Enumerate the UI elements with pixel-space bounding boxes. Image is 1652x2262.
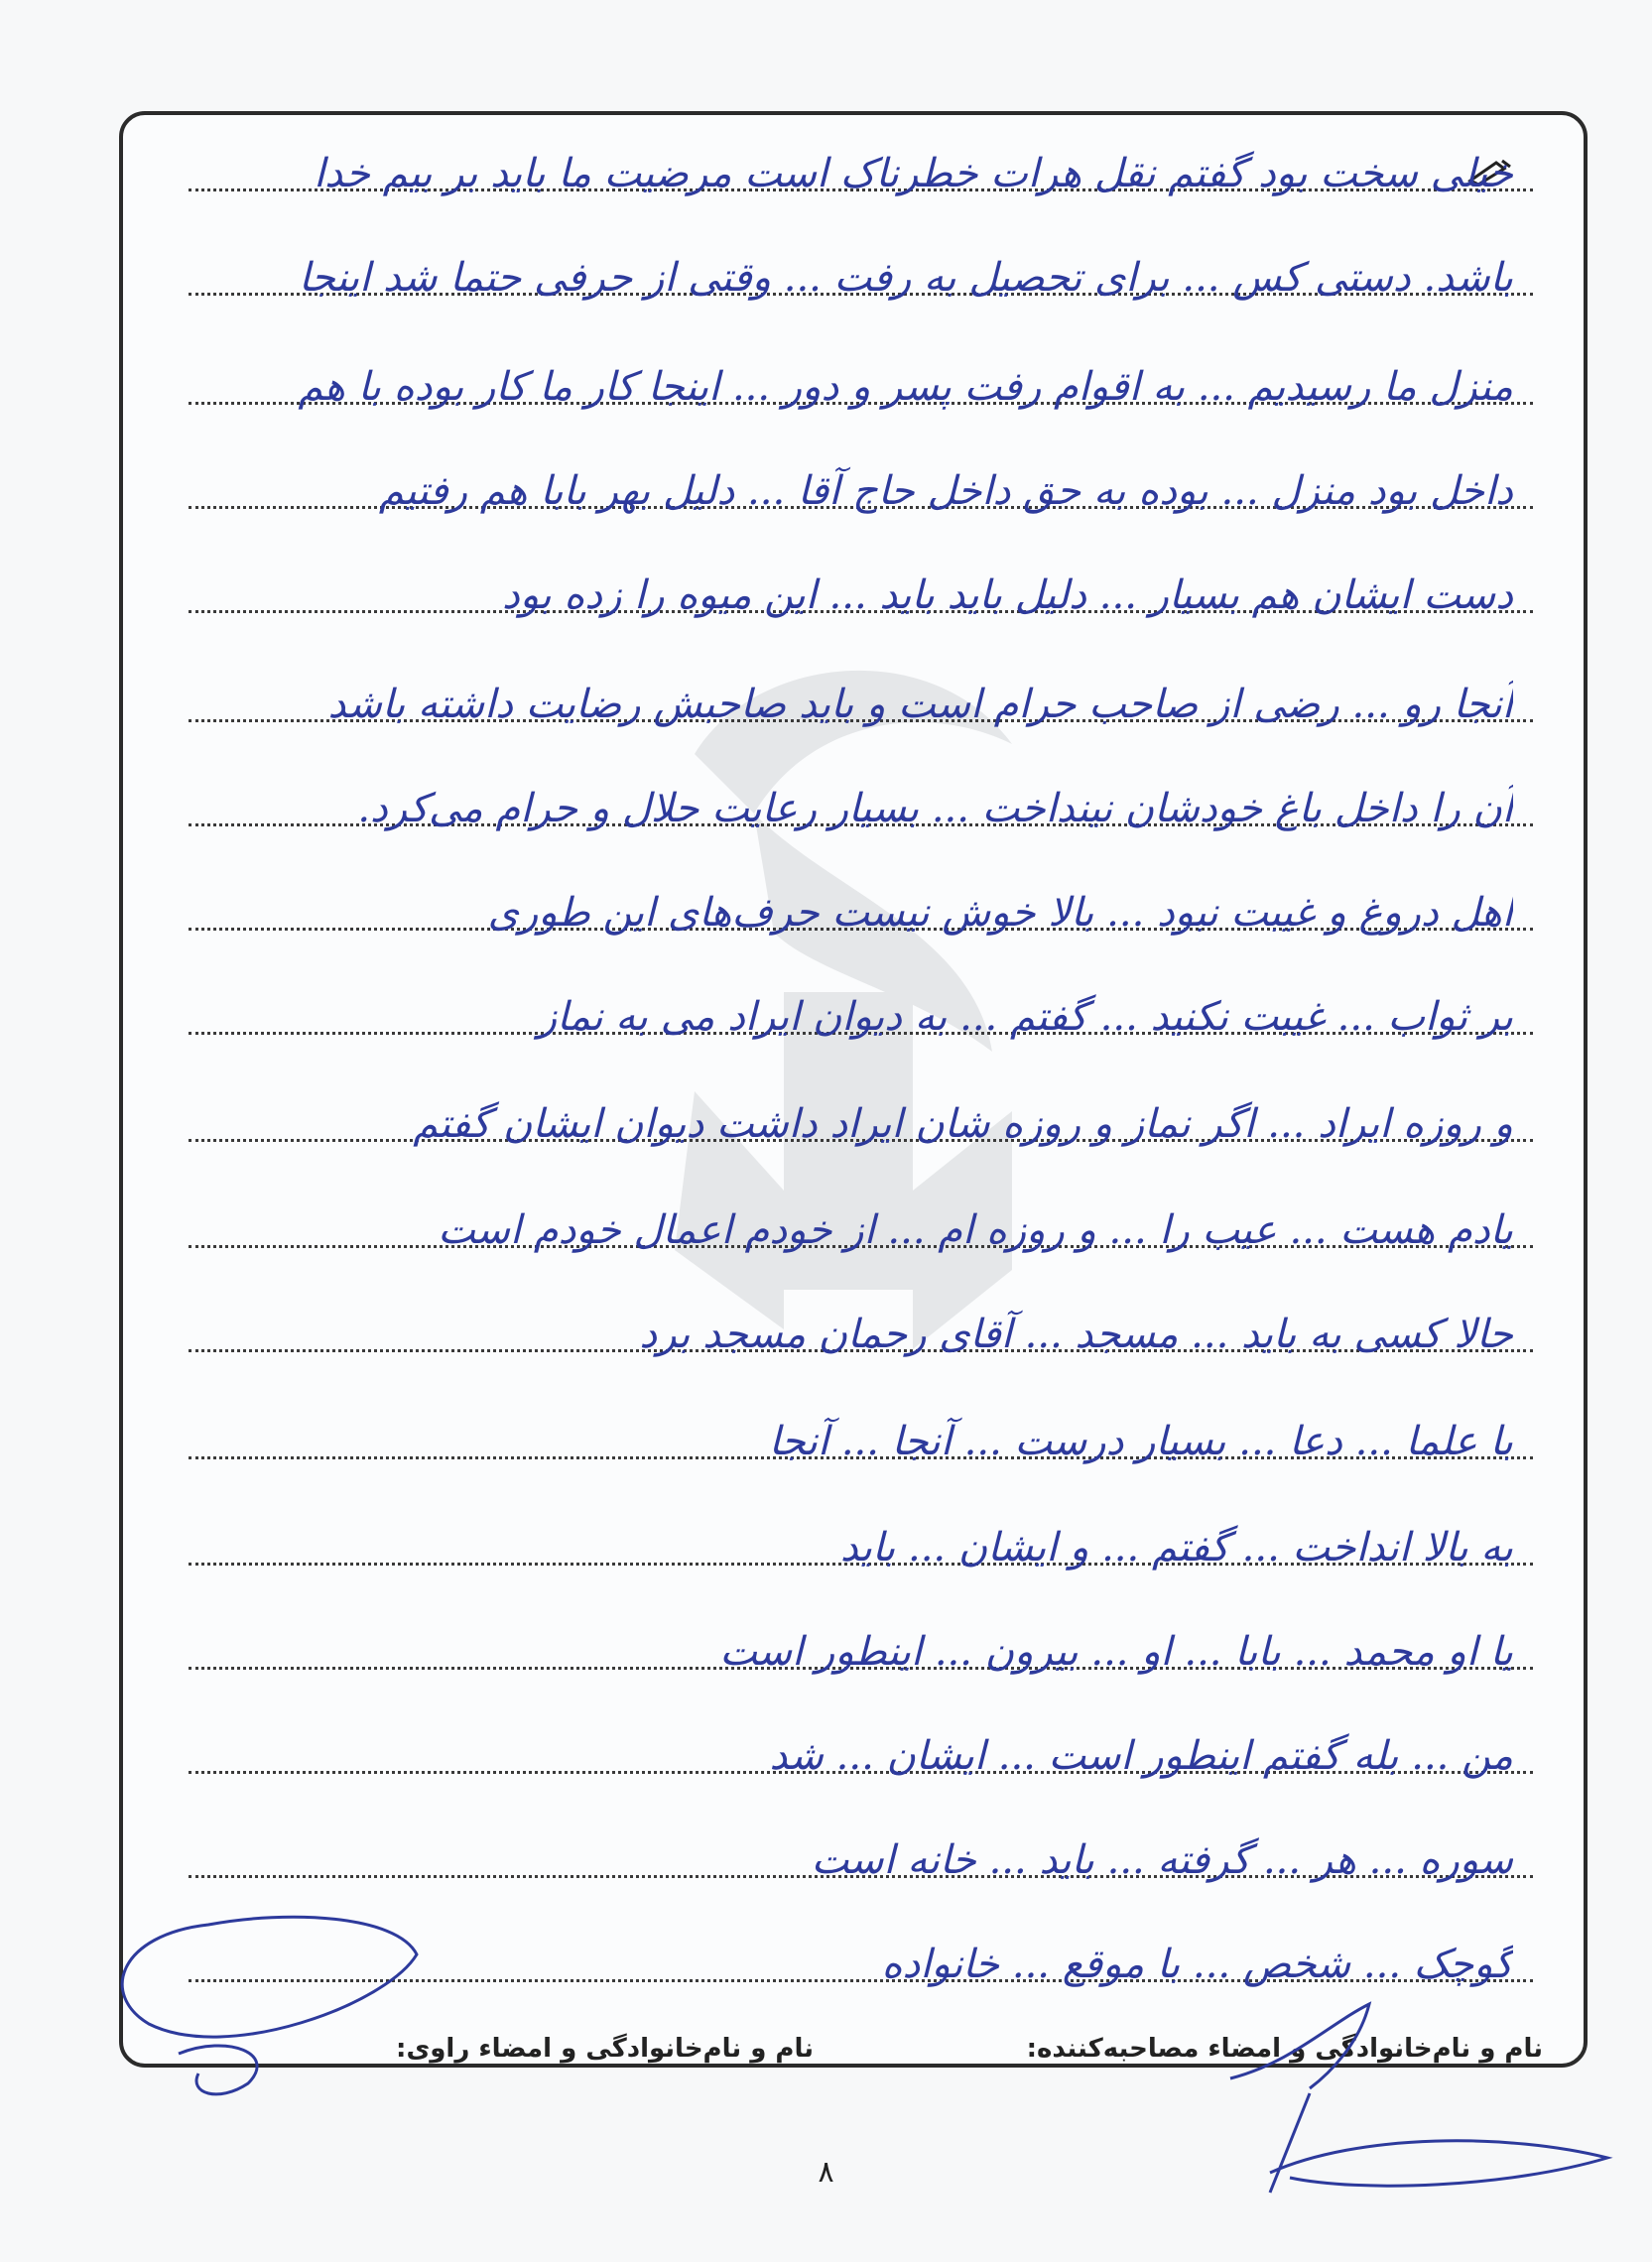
page-number: ۸	[818, 2155, 834, 2190]
handwritten-line: باشد. دستی کس ... برای تحصیل به رفت ... وقتی از حرفی حتما شد اینجا	[298, 255, 1513, 301]
handwritten-line: آن را داخل باغ خودشان نینداخت ... بسیار رعایت حلال و حرام می‌کرد.	[357, 786, 1513, 831]
handwritten-line: منزل ما رسیدیم ... به اقوام رفت پسر و دور ... اینجا کار ما کار بوده با هم	[298, 364, 1513, 410]
handwritten-line: اهل دروغ و غیبت نبود ... بالا خوش نیست حرف‌های این طوری	[487, 890, 1513, 936]
handwritten-line: حالا کسی به باید ... مسجد ... آقای رحمان مسجد برد	[639, 1312, 1513, 1357]
handwritten-line: و روزه ایراد ... اگر نماز و روزه شان ایراد داشت دیوان ایشان گفتم	[413, 1101, 1513, 1147]
handwritten-line: به بالا انداخت ... گفتم ... و ایشان ... باید	[839, 1525, 1513, 1571]
handwritten-line: آنجا رو ... رضی از صاحب حرام است و باید صاحبش رضایت داشته باشد	[327, 682, 1513, 727]
handwritten-line: یادم هست ... عیب را ... و روزه ام ... از خودم اعمال خودم است	[438, 1207, 1513, 1253]
handwritten-line: گوچک ... شخص ... با موقع ... خانواده	[881, 1942, 1513, 1987]
handwritten-line: خیلی سخت بود گفتم نقل هرات خطرناک است مرضیت ما باید بر بیم خدا	[314, 151, 1513, 196]
interviewer-signature-label: نام و نام‌خانوادگی و امضاء مصاحبه‌کننده:	[1026, 2034, 1543, 2064]
handwritten-line: دست ایشان هم بسیار ... دلیل باید باید ... این میوه را زده بود	[502, 572, 1513, 618]
handwritten-line: سوره ... هر ... گرفته ... باید ... خانه است	[811, 1837, 1513, 1883]
handwritten-line: یا او محمد ... بابا ... او ... بیرون ... اینطور است	[719, 1629, 1513, 1675]
handwritten-line: من ... بله گفتم اینطور است ... ایشان ... شد	[769, 1733, 1513, 1779]
handwritten-line: با علما ... دعا ... بسیار درست ... آنجا ... آنجا	[768, 1419, 1513, 1464]
narrator-signature	[89, 1885, 446, 2113]
handwritten-line: بر ثواب ... غیبت نکنید ... گفتم ... به دیوان ایراد می به نماز	[537, 994, 1513, 1040]
handwritten-line: داخل بود منزل ... بوده به حق داخل حاج آقا ... دلیل بهر بابا هم رفتیم	[378, 468, 1513, 514]
narrator-signature-label: نام و نام‌خانوادگی و امضاء راوی:	[396, 2034, 814, 2064]
